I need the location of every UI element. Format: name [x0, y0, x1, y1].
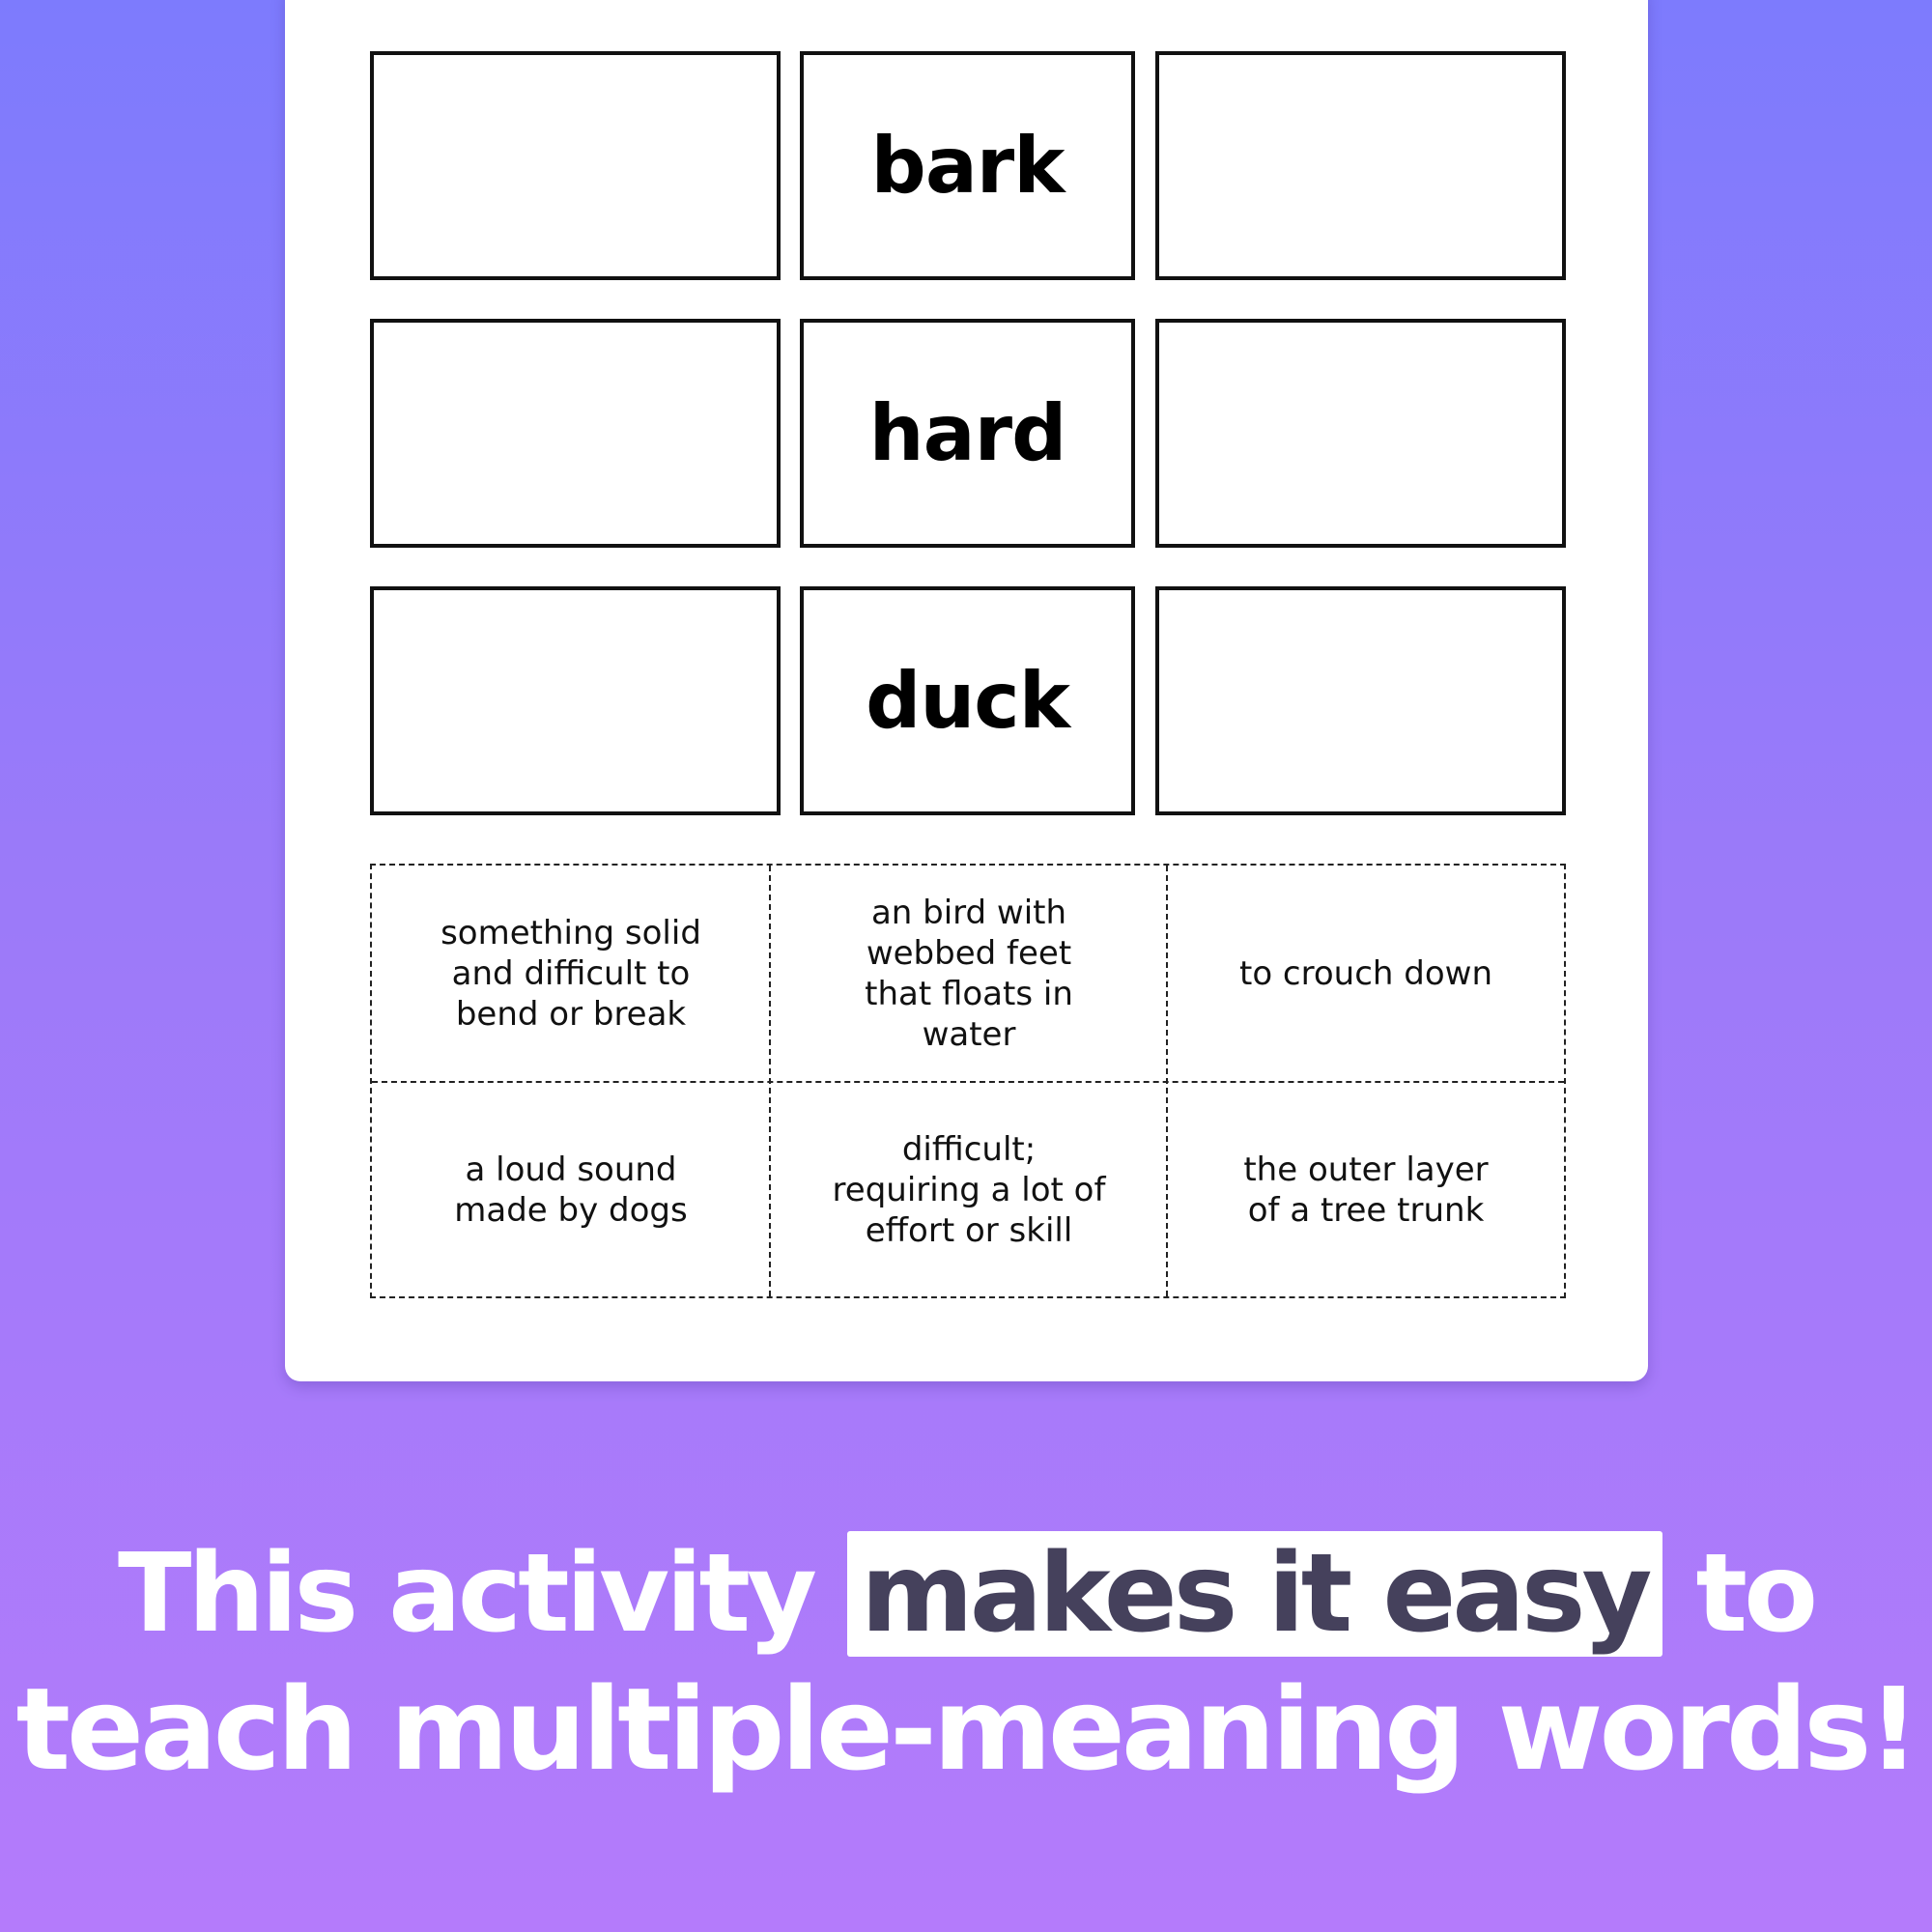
caption-after: to	[1695, 1531, 1815, 1657]
definition-text: an bird with webbed feet that floats in water	[865, 894, 1073, 1054]
definition-card[interactable]	[372, 1082, 770, 1298]
blank-box-right-1[interactable]	[1155, 51, 1566, 280]
definition-text: a loud sound made by dogs	[454, 1151, 688, 1230]
word-box-duck	[800, 586, 1135, 815]
word-box-hard	[800, 319, 1135, 548]
definition-card[interactable]	[1167, 1082, 1565, 1298]
definition-text: difficult; requiring a lot of effort or skill	[832, 1130, 1106, 1250]
definition-card[interactable]	[770, 866, 1168, 1082]
caption-highlight: makes it easy	[847, 1531, 1662, 1657]
definition-card[interactable]	[372, 866, 770, 1082]
blank-box-left-3[interactable]	[370, 586, 781, 815]
blank-box-left-1[interactable]	[370, 51, 781, 280]
caption-before: This activity	[117, 1531, 814, 1657]
word-box-bark	[800, 51, 1135, 280]
word-label: duck	[866, 656, 1069, 746]
definition-text: to crouch down	[1238, 954, 1492, 993]
caption-line-1	[0, 1531, 1932, 1657]
blank-box-right-3[interactable]	[1155, 586, 1566, 815]
definition-cutouts	[370, 864, 1566, 1298]
definition-card[interactable]	[1167, 866, 1565, 1082]
definition-text: the outer layer of a tree trunk	[1243, 1151, 1489, 1230]
definition-card[interactable]	[770, 1082, 1168, 1298]
word-label: bark	[870, 121, 1065, 211]
caption-line-2: teach multiple-meaning words!	[15, 1662, 1917, 1796]
definition-text: something solid and difficult to bend or break	[440, 914, 701, 1034]
blank-box-left-2[interactable]	[370, 319, 781, 548]
blank-box-right-2[interactable]	[1155, 319, 1566, 548]
word-label: hard	[868, 388, 1066, 478]
